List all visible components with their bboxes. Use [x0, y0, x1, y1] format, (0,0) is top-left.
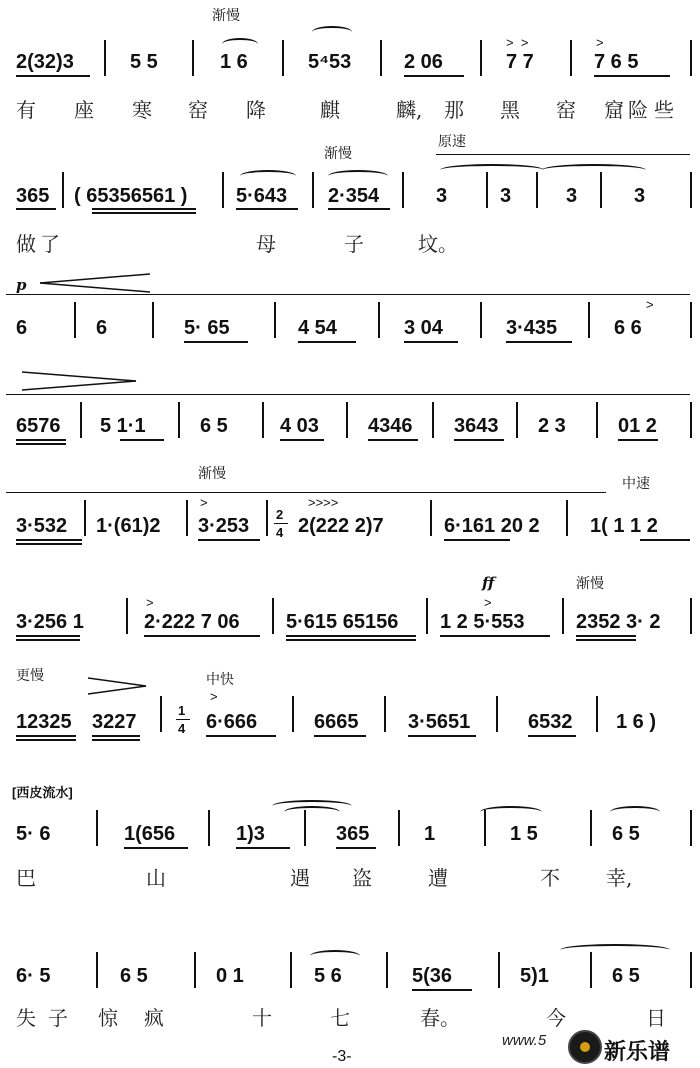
- measure: 1( 1 1 2: [590, 515, 658, 537]
- measure: 6 5: [200, 415, 228, 437]
- lyric: 母: [256, 232, 276, 256]
- lyric: 子: [344, 232, 364, 256]
- measure: 3: [500, 185, 512, 207]
- measure: 6: [16, 317, 28, 339]
- underline: [236, 208, 298, 210]
- measure: 3643: [454, 415, 499, 437]
- lyric: 日: [646, 1006, 666, 1030]
- measure: ( 65356561 ): [74, 185, 188, 207]
- decrescendo-hairpin: [88, 676, 148, 696]
- measure: 3: [436, 185, 448, 207]
- barline: [266, 500, 268, 536]
- measure: 2(222 2)7: [298, 515, 384, 537]
- site-logo-text: 新乐谱: [604, 1039, 671, 1064]
- lyric: 麒: [320, 98, 340, 122]
- slur: [310, 950, 360, 962]
- lyric: 了: [40, 232, 60, 256]
- measure: 1·(61)2: [96, 515, 161, 537]
- crescendo-hairpin: [40, 272, 152, 294]
- barline: [272, 598, 274, 634]
- measure: 5 1·1: [100, 415, 146, 437]
- measure: 1)3: [236, 823, 265, 845]
- dynamic-piano: p: [16, 276, 27, 294]
- accent-mark: >: [596, 35, 604, 50]
- underline: [286, 639, 416, 641]
- underline: [184, 341, 248, 343]
- measure: 5· 6: [16, 823, 51, 845]
- accent-mark: >: [146, 595, 154, 610]
- measure: 1: [424, 823, 436, 845]
- measure: 5 5: [130, 51, 158, 73]
- underline: [506, 341, 572, 343]
- lyric: 窑: [188, 98, 208, 122]
- slur: [240, 170, 296, 182]
- underline: [336, 847, 376, 849]
- slur: [610, 806, 660, 818]
- barline: [536, 172, 538, 208]
- accent-mark: >: [210, 689, 218, 704]
- barline: [222, 172, 224, 208]
- staff-line: [6, 294, 690, 295]
- lyric: 子: [48, 1006, 68, 1030]
- barline: [596, 696, 598, 732]
- measure: 01 2: [618, 415, 657, 437]
- underline: [16, 208, 56, 210]
- tempo-ritard: 渐慢: [576, 575, 604, 591]
- lyric: 失: [16, 1006, 36, 1030]
- underline: [206, 735, 276, 737]
- measure: 6: [96, 317, 108, 339]
- underline: [408, 735, 476, 737]
- lyric: 遇: [290, 866, 310, 890]
- accent-marks: > >: [506, 35, 529, 50]
- underline: [144, 635, 260, 637]
- measure: 4346: [368, 415, 413, 437]
- barline: [74, 302, 76, 338]
- accent-marks: >>>>: [308, 495, 339, 510]
- accent-mark: >: [200, 495, 208, 510]
- lyric: 十: [252, 1006, 272, 1030]
- barline: [274, 302, 276, 338]
- time-signature-bottom: 4: [178, 721, 186, 736]
- decrescendo-hairpin: [22, 370, 138, 392]
- measure: 6 5: [120, 965, 148, 987]
- lyric: 遭: [428, 866, 448, 890]
- measure: 1 6: [220, 51, 248, 73]
- time-signature-bar: [176, 719, 190, 720]
- measure: 5)1: [520, 965, 549, 987]
- barline: [430, 500, 432, 536]
- underline: [314, 735, 366, 737]
- slur: [480, 806, 542, 818]
- time-signature-top: 2: [276, 507, 284, 522]
- underline: [328, 208, 390, 210]
- measure: 2·354: [328, 185, 380, 207]
- barline: [480, 302, 482, 338]
- measure: 3·256 1: [16, 611, 84, 633]
- tempo-ritard: 渐慢: [198, 465, 226, 481]
- underline: [198, 539, 260, 541]
- measure: 6 5: [612, 823, 640, 845]
- barline: [516, 402, 518, 438]
- barline: [566, 500, 568, 536]
- lyric: 春。: [420, 1006, 460, 1030]
- staff-line: [6, 394, 690, 395]
- lyric: 幸,: [606, 866, 633, 890]
- barline: [496, 696, 498, 732]
- measure: 5· 65: [184, 317, 230, 339]
- measure: 3 04: [404, 317, 443, 339]
- lyric: 黑: [500, 98, 520, 122]
- underline: [16, 539, 82, 541]
- measure: 5(36: [412, 965, 453, 987]
- measure: 2 3: [538, 415, 566, 437]
- underline: [444, 539, 510, 541]
- underline: [92, 735, 140, 737]
- barline: [152, 302, 154, 338]
- underline: [412, 989, 472, 991]
- underline: [576, 635, 636, 637]
- lyric: 今: [546, 1006, 566, 1030]
- measure: 5⁴53: [308, 51, 352, 73]
- measure: 12325: [16, 711, 72, 733]
- barline: [588, 302, 590, 338]
- measure: 7 6 5: [594, 51, 639, 73]
- underline: [16, 543, 82, 545]
- time-signature-bottom: 4: [276, 525, 284, 540]
- barline: [384, 696, 386, 732]
- tempo-line: [436, 154, 690, 155]
- lyric: 七: [330, 1006, 350, 1030]
- underline: [16, 635, 80, 637]
- measure: 3·532: [16, 515, 68, 537]
- lyric: 那: [444, 98, 464, 122]
- measure: 3·253: [198, 515, 250, 537]
- measure: 1 6 ): [616, 711, 657, 733]
- measure: 365: [16, 185, 50, 207]
- underline: [576, 639, 636, 641]
- slur: [222, 38, 258, 50]
- lyric: 疯: [144, 1006, 164, 1030]
- barline: [570, 40, 572, 76]
- measure: 1 2 5·553: [440, 611, 525, 633]
- measure: 6·161 20 2: [444, 515, 540, 537]
- tempo-medium-fast: 中快: [206, 671, 234, 687]
- underline: [120, 439, 164, 441]
- barline: [690, 810, 692, 846]
- underline: [16, 443, 66, 445]
- barline: [80, 402, 82, 438]
- barline: [290, 952, 292, 988]
- accent-mark: >: [646, 297, 654, 312]
- underline: [16, 735, 76, 737]
- underline: [92, 739, 140, 741]
- lyric: 巴: [16, 866, 36, 890]
- measure: 7 7: [506, 51, 534, 73]
- underline: [16, 439, 66, 441]
- section-label: [西皮流水]: [12, 785, 73, 800]
- slur: [440, 164, 544, 176]
- lyric: 盗: [352, 866, 372, 890]
- barline: [480, 40, 482, 76]
- barline: [402, 172, 404, 208]
- underline: [236, 847, 290, 849]
- time-signature-top: 1: [178, 703, 186, 718]
- measure: 6532: [528, 711, 573, 733]
- underline: [280, 439, 324, 441]
- barline: [426, 598, 428, 634]
- tempo-original: 原速: [438, 133, 466, 149]
- tempo-medium: 中速: [622, 475, 650, 491]
- underline: [16, 75, 90, 77]
- measure: 2(32)3: [16, 51, 74, 73]
- lyric: 惊: [98, 1006, 118, 1030]
- barline: [126, 598, 128, 634]
- underline: [404, 341, 458, 343]
- barline: [282, 40, 284, 76]
- barline: [600, 172, 602, 208]
- underline: [454, 439, 504, 441]
- measure: 2·222 7 06: [144, 611, 240, 633]
- measure: 6 5: [612, 965, 640, 987]
- barline: [62, 172, 64, 208]
- underline: [16, 639, 80, 641]
- tempo-ritard: 渐慢: [212, 7, 240, 23]
- measure: 3: [566, 185, 578, 207]
- lyric: 麟,: [396, 98, 423, 122]
- barline: [398, 810, 400, 846]
- underline: [124, 847, 188, 849]
- lyric: 降: [246, 98, 266, 122]
- barline: [160, 696, 162, 732]
- measure: 4 03: [280, 415, 319, 437]
- lyric: 山: [146, 866, 166, 890]
- barline: [690, 40, 692, 76]
- measure: 6· 5: [16, 965, 51, 987]
- barline: [690, 598, 692, 634]
- measure: 6576: [16, 415, 61, 437]
- barline: [590, 952, 592, 988]
- barline: [194, 952, 196, 988]
- barline: [96, 952, 98, 988]
- barline: [380, 40, 382, 76]
- barline: [690, 952, 692, 988]
- time-signature-bar: [274, 523, 288, 524]
- barline: [96, 810, 98, 846]
- lyric: 窟: [604, 98, 624, 122]
- underline: [404, 75, 464, 77]
- lyric: 座: [74, 98, 94, 122]
- measure: 3·5651: [408, 711, 471, 733]
- underline: [92, 208, 196, 210]
- lyric: 坟。: [418, 232, 458, 256]
- barline: [262, 402, 264, 438]
- lyric: 寒: [132, 98, 152, 122]
- underline: [298, 341, 356, 343]
- underline: [92, 212, 196, 214]
- barline: [304, 810, 306, 846]
- underline: [368, 439, 418, 441]
- lyric: 不: [540, 866, 560, 890]
- barline: [312, 172, 314, 208]
- measure: 2352 3· 2: [576, 611, 661, 633]
- lyric: 有: [16, 98, 36, 122]
- barline: [104, 40, 106, 76]
- vinyl-record-icon: [568, 1030, 602, 1064]
- barline: [378, 302, 380, 338]
- measure: 1(656: [124, 823, 176, 845]
- underline: [640, 539, 690, 541]
- barline: [386, 952, 388, 988]
- barline: [208, 810, 210, 846]
- barline: [292, 696, 294, 732]
- measure: 5·615 65156: [286, 611, 399, 633]
- slur: [328, 170, 388, 182]
- barline: [484, 810, 486, 846]
- barline: [186, 500, 188, 536]
- underline: [16, 739, 76, 741]
- slur: [542, 164, 646, 176]
- barline: [346, 402, 348, 438]
- measure: 4 54: [298, 317, 337, 339]
- slur: [284, 806, 340, 818]
- barline: [498, 952, 500, 988]
- measure: 3227: [92, 711, 137, 733]
- measure: 365: [336, 823, 370, 845]
- underline: [440, 635, 550, 637]
- measure: 2 06: [404, 51, 443, 73]
- measure: 6665: [314, 711, 359, 733]
- measure: 1 5: [510, 823, 538, 845]
- underline: [594, 75, 670, 77]
- measure: 6 6: [614, 317, 642, 339]
- barline: [84, 500, 86, 536]
- underline: [618, 439, 658, 441]
- measure: 6·666: [206, 711, 258, 733]
- slur: [560, 944, 670, 956]
- barline: [562, 598, 564, 634]
- measure: 5·643: [236, 185, 288, 207]
- lyric: 窑: [556, 98, 576, 122]
- barline: [690, 302, 692, 338]
- measure: 0 1: [216, 965, 244, 987]
- underline: [286, 635, 416, 637]
- barline: [432, 402, 434, 438]
- watermark-url: www.5: [502, 1032, 547, 1049]
- tempo-ritard: 渐慢: [324, 145, 352, 161]
- accent-mark: >: [484, 595, 492, 610]
- tempo-more-ritard: 更慢: [16, 667, 44, 683]
- underline: [528, 735, 576, 737]
- barline: [596, 402, 598, 438]
- lyric: 些: [654, 98, 674, 122]
- measure: 3·435: [506, 317, 558, 339]
- barline: [486, 172, 488, 208]
- barline: [178, 402, 180, 438]
- slur: [312, 26, 352, 38]
- barline: [192, 40, 194, 76]
- barline: [690, 172, 692, 208]
- dynamic-fortissimo: ff: [482, 574, 495, 592]
- barline: [590, 810, 592, 846]
- staff-line: [6, 492, 606, 493]
- barline: [690, 402, 692, 438]
- lyric: 做: [16, 232, 36, 256]
- measure: 5 6: [314, 965, 342, 987]
- page-number: -3-: [332, 1048, 352, 1065]
- measure: 3: [634, 185, 646, 207]
- lyric: 险: [628, 98, 648, 122]
